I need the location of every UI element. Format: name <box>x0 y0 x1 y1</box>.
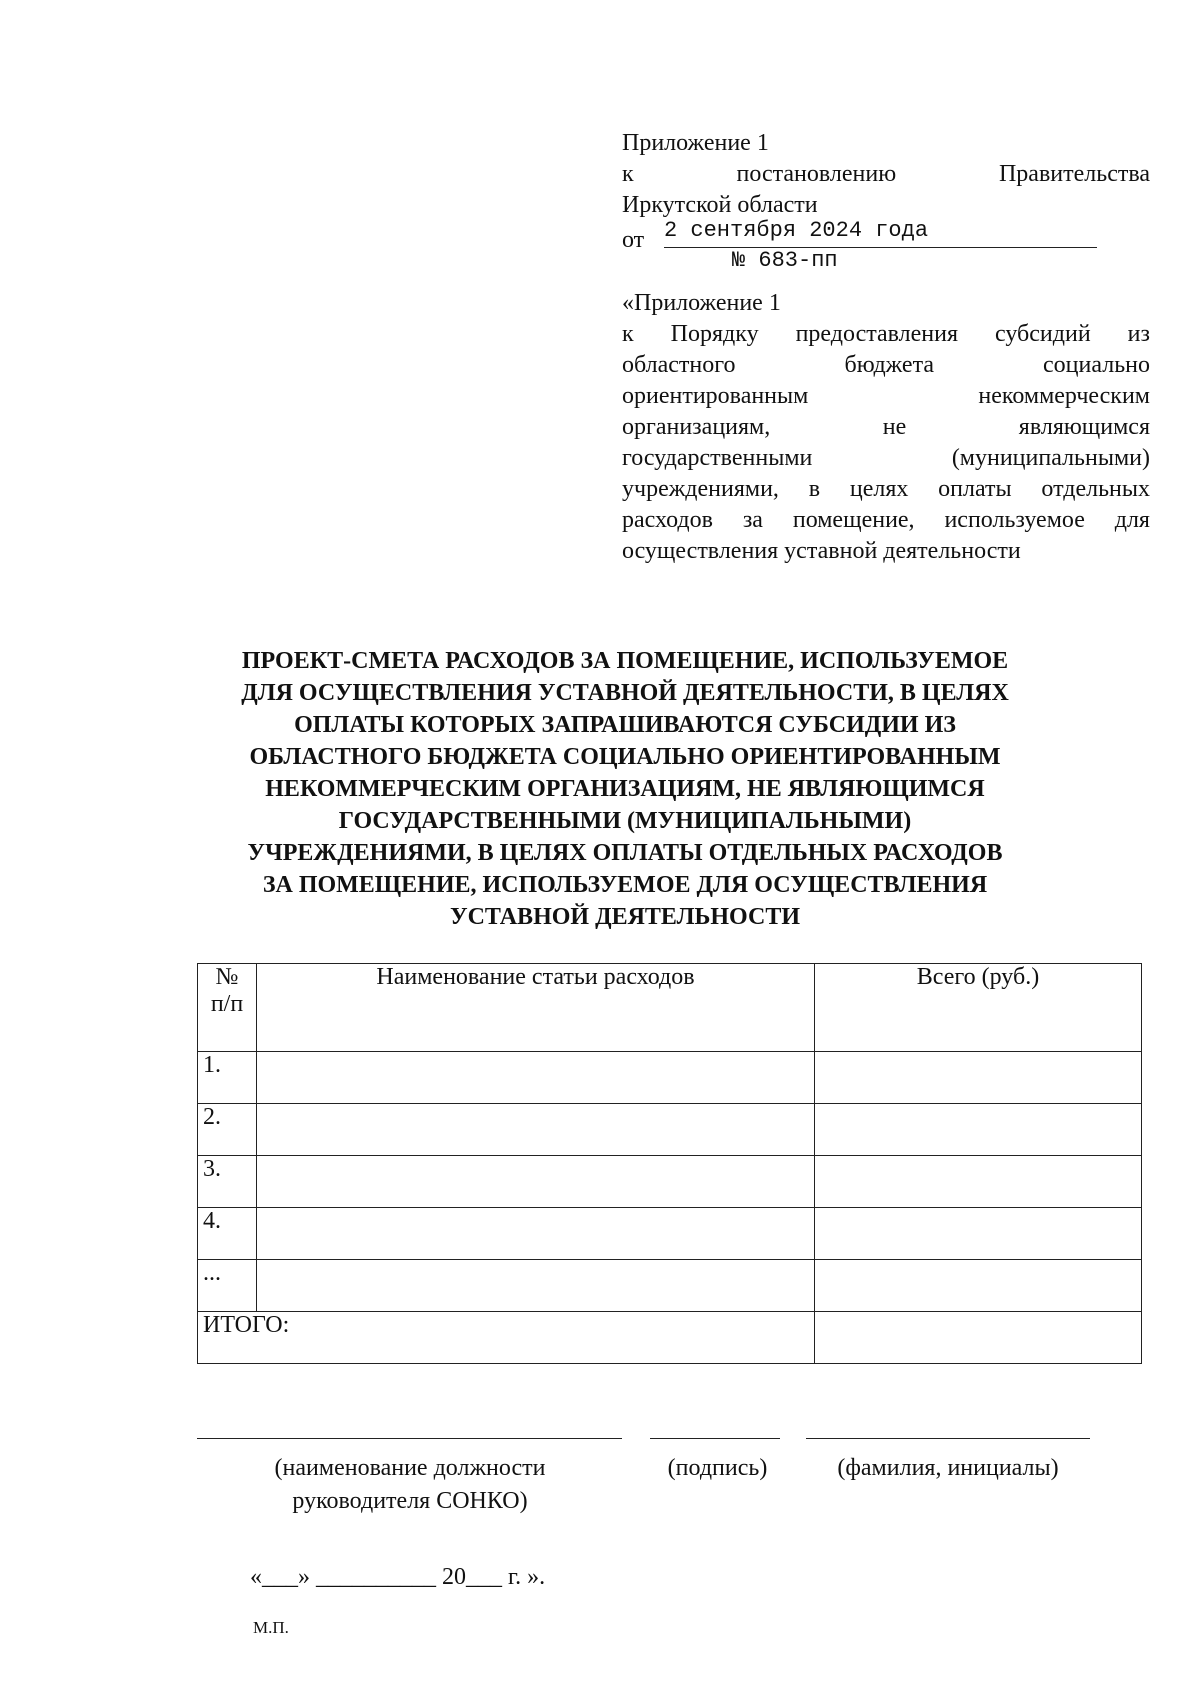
table-row <box>198 1052 1142 1104</box>
row-number: 1. <box>198 1052 257 1104</box>
signature-caption: (подпись) <box>667 1455 768 1481</box>
inner-annex-block <box>622 288 1150 567</box>
row-total-cell[interactable] <box>815 1260 1142 1312</box>
row-number: 3. <box>198 1156 257 1208</box>
document-title <box>190 645 1060 933</box>
table-row <box>198 1260 1142 1312</box>
annex-region: Иркутской области <box>622 192 818 218</box>
row-expense-cell[interactable] <box>257 1260 815 1312</box>
title-line: НЕКОММЕРЧЕСКИМ ОРГАНИЗАЦИЯМ, НЕ ЯВЛЯЮЩИМСЯ <box>265 776 985 802</box>
total-value-cell[interactable] <box>815 1312 1142 1364</box>
total-label: ИТОГО: <box>198 1312 815 1364</box>
table-header-row <box>198 964 1142 1052</box>
row-total-cell[interactable] <box>815 1104 1142 1156</box>
header-total: Всего (руб.) <box>815 964 1142 1052</box>
row-number: ... <box>198 1260 257 1312</box>
annex-date-underline <box>664 247 1097 248</box>
annex-date: 2 сентября 2024 года <box>664 218 929 243</box>
row-expense-cell[interactable] <box>257 1104 815 1156</box>
inner-annex-line: областного бюджета социально <box>622 352 1150 378</box>
row-total-cell[interactable] <box>815 1208 1142 1260</box>
annex-title: Приложение 1 <box>622 130 769 156</box>
title-line: ОБЛАСТНОГО БЮДЖЕТА СОЦИАЛЬНО ОРИЕНТИРОВАННЫМ <box>249 744 1001 770</box>
inner-annex-line: ориентированным некоммерческим <box>622 383 1150 409</box>
name-caption: (фамилия, инициалы) <box>837 1455 1059 1481</box>
title-line: ЗА ПОМЕЩЕНИЕ, ИСПОЛЬЗУЕМОЕ ДЛЯ ОСУЩЕСТВЛЕНИЯ <box>262 872 988 898</box>
table-row <box>198 1156 1142 1208</box>
date-line[interactable]: «___» __________ 20___ г. ». <box>250 1564 546 1590</box>
row-total-cell[interactable] <box>815 1052 1142 1104</box>
title-line: ПРОЕКТ-СМЕТА РАСХОДОВ ЗА ПОМЕЩЕНИЕ, ИСПОЛЬЗУЕМОЕ <box>241 648 1009 674</box>
signature-line[interactable] <box>650 1438 780 1439</box>
row-expense-cell[interactable] <box>257 1208 815 1260</box>
inner-annex-line: к Порядку предоставления субсидий из <box>622 321 1150 347</box>
title-line: ДЛЯ ОСУЩЕСТВЛЕНИЯ УСТАВНОЙ ДЕЯТЕЛЬНОСТИ, В ЦЕЛЯХ <box>241 680 1009 706</box>
inner-annex-line: расходов за помещение, используемое для <box>622 507 1150 533</box>
annex-number: № 683-пп <box>732 248 838 273</box>
title-line: УЧРЕЖДЕНИЯМИ, В ЦЕЛЯХ ОПЛАТЫ ОТДЕЛЬНЫХ РАСХОДОВ <box>247 840 1003 866</box>
annex-to-line: к постановлению Правительства <box>622 161 1150 187</box>
title-line: ГОСУДАРСТВЕННЫМИ (МУНИЦИПАЛЬНЫМИ) <box>338 808 912 834</box>
header-expense-name: Наименование статьи расходов <box>257 964 815 1052</box>
inner-annex-last-line: осуществления уставной деятельности <box>622 538 1021 564</box>
table-row <box>198 1208 1142 1260</box>
annex-block <box>622 128 1150 273</box>
title-line: ОПЛАТЫ КОТОРЫХ ЗАПРАШИВАЮТСЯ СУБСИДИИ ИЗ <box>294 712 956 738</box>
estimate-table <box>197 963 1142 1364</box>
row-number: 2. <box>198 1104 257 1156</box>
position-caption: (наименование должности руководителя СОНКО) <box>274 1455 546 1514</box>
inner-annex-line: государственными (муниципальными) <box>622 445 1150 471</box>
row-expense-cell[interactable] <box>257 1156 815 1208</box>
annex-date-line: от 2 сентября 2024 года <box>622 221 1150 255</box>
inner-annex-title: «Приложение 1 <box>622 290 781 316</box>
table-row <box>198 1104 1142 1156</box>
row-number: 4. <box>198 1208 257 1260</box>
name-signature-line[interactable] <box>806 1438 1090 1439</box>
title-line: УСТАВНОЙ ДЕЯТЕЛЬНОСТИ <box>449 904 801 930</box>
inner-annex-line: учреждениями, в целях оплаты отдельных <box>622 476 1150 502</box>
inner-annex-line: организациям, не являющимся <box>622 414 1150 440</box>
row-total-cell[interactable] <box>815 1156 1142 1208</box>
table-total-row <box>198 1312 1142 1364</box>
row-expense-cell[interactable] <box>257 1052 815 1104</box>
header-number: № п/п <box>198 964 257 1052</box>
position-signature-line[interactable] <box>197 1438 622 1439</box>
stamp-label: М.П. <box>253 1618 289 1637</box>
